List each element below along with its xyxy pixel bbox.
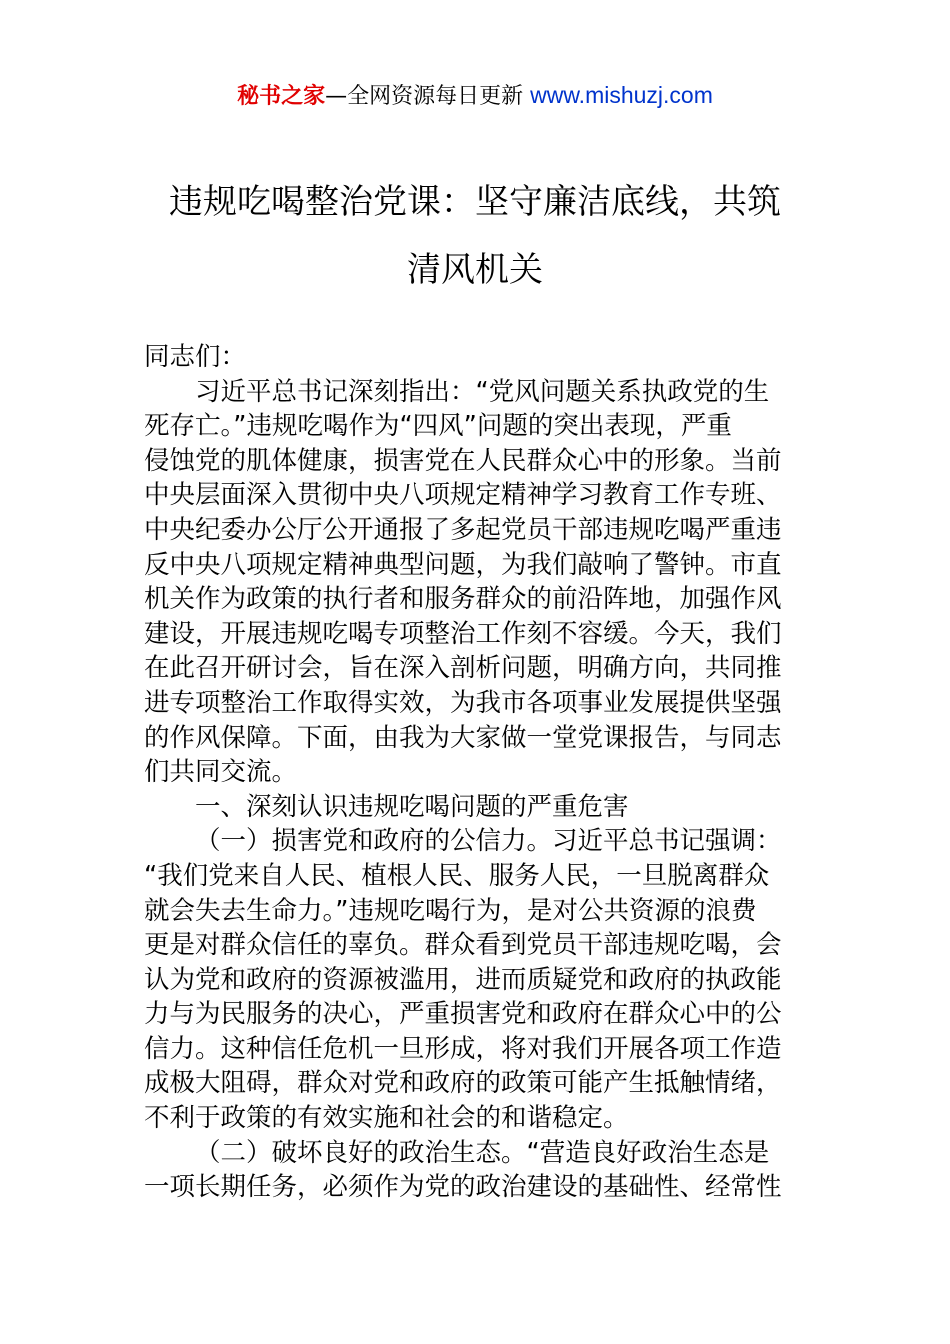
title-line-2: 清风机关 — [407, 250, 543, 290]
banner-brand: 秘书之家 — [237, 84, 326, 109]
subsection-heading: （二）破坏良好的政治生态。“营造良好政治生态是 — [195, 1137, 770, 1168]
body-line: 力与为民服务的决心，严重损害党和政府在群众心中的公 — [144, 999, 782, 1030]
section-heading: 一、深刻认识违规吃喝问题的严重危害 — [195, 791, 629, 822]
subsection-heading: （一）损害党和政府的公信力。习近平总书记强调： — [195, 826, 782, 857]
body-line: 建设，开展违规吃喝专项整治工作刻不容缓。今天，我们 — [144, 618, 782, 649]
body-line: 中央纪委办公厅公开通报了多起党员干部违规吃喝严重违 — [144, 514, 782, 545]
document-body — [144, 340, 810, 1205]
body-line: 侵蚀党的肌体健康，损害党在人民群众心中的形象。当前 — [144, 445, 782, 476]
body-line: 在此召开研讨会，旨在深入剖析问题，明确方向，共同推 — [144, 653, 782, 684]
body-line: 反中央八项规定精神典型问题，为我们敲响了警钟。市直 — [144, 549, 782, 580]
body-line: 习近平总书记深刻指出：“党风问题关系执政党的生 — [195, 376, 770, 407]
title-line-1: 违规吃喝整治党课：坚守廉洁底线，共筑 — [169, 182, 781, 222]
site-banner — [0, 78, 950, 114]
body-line: “我们党来自人民、植根人民、服务人民，一旦脱离群众 — [144, 860, 770, 891]
body-line: 就会失去生命力。”违规吃喝行为，是对公共资源的浪费 — [144, 895, 757, 926]
banner-site-link[interactable]: www.mishuzj.com — [530, 82, 713, 108]
body-line: 更是对群众信任的辜负。群众看到党员干部违规吃喝，会 — [144, 930, 782, 961]
body-line: 们共同交流。 — [144, 757, 298, 788]
document-title — [120, 168, 830, 304]
body-line: 机关作为政策的执行者和服务群众的前沿阵地，加强作风 — [144, 584, 782, 615]
body-line: 进专项整治工作取得实效，为我市各项事业发展提供坚强 — [144, 687, 782, 718]
body-line: 中央层面深入贯彻中央八项规定精神学习教育工作专班、 — [144, 480, 782, 511]
body-line: 一项长期任务，必须作为党的政治建设的基础性、经常性 — [144, 1172, 782, 1203]
body-line: 成极大阻碍，群众对党和政府的政策可能产生抵触情绪， — [144, 1068, 782, 1099]
body-line: 死存亡。”违规吃喝作为“四风”问题的突出表现，严重 — [144, 411, 732, 442]
body-line: 信力。这种信任危机一旦形成，将对我们开展各项工作造 — [144, 1033, 782, 1064]
body-line: 认为党和政府的资源被滥用，进而质疑党和政府的执政能 — [144, 964, 782, 995]
salutation: 同志们： — [144, 342, 247, 372]
body-line: 不利于政策的有效实施和社会的和谐稳定。 — [144, 1103, 629, 1134]
body-line: 的作风保障。下面，由我为大家做一堂党课报告，与同志 — [144, 722, 782, 753]
banner-tagline: —全网资源每日更新 — [325, 84, 531, 109]
